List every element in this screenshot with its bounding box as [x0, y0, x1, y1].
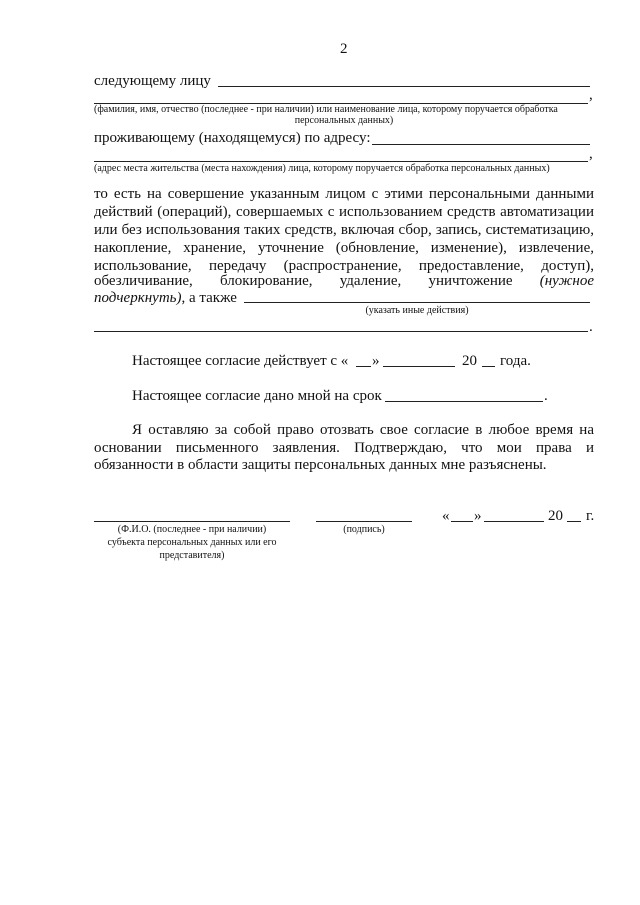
actions-line-5: использование, передачу (распространение, предоставление, доступ),: [94, 258, 594, 274]
address-line-1[interactable]: [372, 144, 590, 145]
actions-line-6: [94, 272, 594, 290]
validity-prefix: Настоящее согласие действует с «: [132, 353, 349, 369]
actions-line-7: [94, 289, 237, 307]
term-prefix: Настоящее согласие дано мной на срок: [132, 388, 382, 404]
term-suffix: .: [544, 388, 548, 404]
sign-date-year-suffix: г.: [586, 508, 595, 524]
other-actions-line-1[interactable]: [244, 302, 590, 303]
recipient-label: следующему лицу: [94, 73, 211, 89]
fio-caption-1: (Ф.И.О. (последнее - при наличии): [117, 524, 267, 535]
address-line-2[interactable]: [94, 161, 588, 162]
recipient-comma: ,: [589, 87, 593, 103]
sign-date-day-line[interactable]: [451, 521, 473, 522]
validity-day-line[interactable]: [356, 366, 371, 367]
revocation-line-2: основании письменного заявления. Подтверждаю, что мои права и: [94, 440, 594, 456]
fio-caption-2: субъекта персональных данных или его: [107, 537, 277, 548]
action-word: уничтожение: [428, 273, 513, 289]
revocation-line-1: Я оставляю за собой право отозвать свое согласие в любое время на: [132, 422, 594, 438]
action-word: удаление,: [339, 273, 402, 289]
address-caption: (адрес места жительства (места нахождения) лица, которому поручается обработка персональных данных): [94, 163, 550, 174]
recipient-line-1[interactable]: [218, 86, 590, 87]
other-actions-dot: .: [589, 319, 593, 335]
term-line[interactable]: [385, 401, 543, 402]
validity-suffix: года.: [500, 353, 531, 369]
actions-line-3: или без использования таких средств, включая сбор, запись, систематизацию,: [94, 222, 594, 238]
fio-caption-3: представителя): [159, 550, 225, 561]
address-comma: ,: [589, 146, 593, 162]
sign-date-quote-open: «: [442, 508, 450, 524]
actions-line-1: то есть на совершение указанным лицом с этими персональными данными: [94, 186, 594, 202]
signature-caption: (подпись): [343, 524, 385, 535]
sign-date-year-prefix: 20: [548, 508, 563, 524]
sign-date-year-line[interactable]: [567, 521, 581, 522]
revocation-line-3: обязанности в области защиты персональных данных мне разъяснены.: [94, 457, 547, 473]
sign-date-quote-close: »: [474, 508, 482, 524]
signature-line[interactable]: [316, 521, 412, 522]
actions-line-4: накопление, хранение, уточнение (обновление, изменение), извлечение,: [94, 240, 594, 256]
fio-line[interactable]: [94, 521, 290, 522]
also-text: , а также: [181, 290, 237, 306]
action-word: обезличивание,: [94, 273, 193, 289]
validity-year-line[interactable]: [482, 366, 495, 367]
action-word: блокирование,: [219, 273, 313, 289]
validity-quote-close: »: [372, 353, 380, 369]
sign-date-month-line[interactable]: [484, 521, 544, 522]
underline-hint: (нужное: [539, 273, 594, 289]
address-label: проживающему (находящемуся) по адресу:: [94, 130, 371, 146]
validity-year-prefix: 20: [462, 353, 477, 369]
page-number: 2: [340, 41, 348, 57]
other-actions-caption: (указать иные действия): [365, 305, 469, 316]
actions-line-2: действий (операций), совершаемых с использованием средств автоматизации: [94, 204, 594, 220]
underline-hint-end: подчеркнуть): [94, 290, 182, 306]
other-actions-line-2[interactable]: [94, 331, 588, 332]
recipient-caption-1: (фамилия, имя, отчество (последнее - при наличии) или наименование лица, которому поручается обработка: [94, 104, 558, 115]
validity-month-line[interactable]: [383, 366, 455, 367]
recipient-caption-2: персональных данных): [294, 115, 394, 126]
